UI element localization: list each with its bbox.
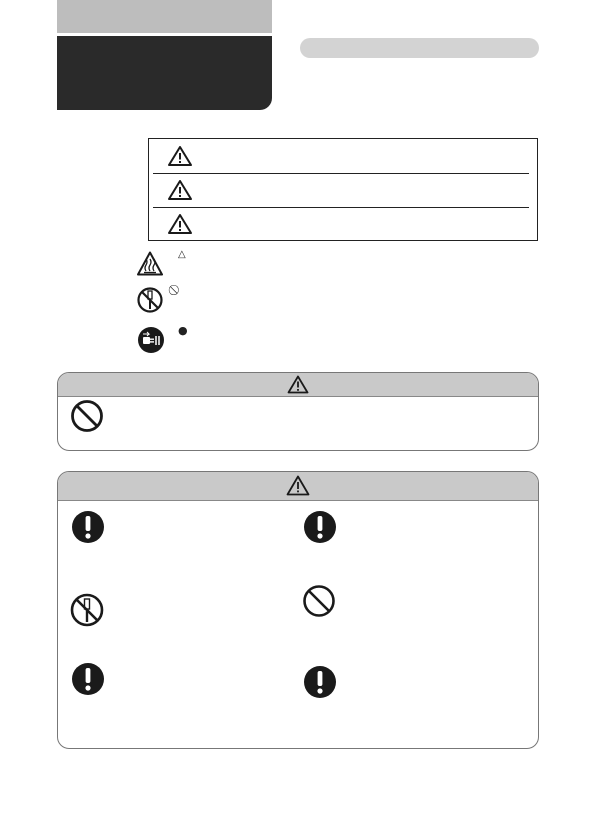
section-tab [57, 0, 272, 33]
legend-item-mandatory [137, 324, 188, 352]
page-title-block [57, 36, 272, 110]
mandatory-action-icon [303, 665, 337, 699]
prohibition-icon [302, 584, 336, 618]
caution-mark: △ [178, 249, 186, 260]
caution-panel-header [58, 472, 538, 501]
subtitle-pill [300, 38, 539, 58]
warning-triangle-icon [167, 179, 193, 201]
mandatory-action-icon [71, 662, 105, 696]
signal-row-2 [153, 173, 529, 208]
legend-item-prohibition [137, 287, 177, 313]
hot-surface-icon [137, 251, 163, 276]
warning-panel [57, 372, 539, 451]
warning-panel-header [58, 373, 538, 397]
unplug-icon [137, 326, 165, 354]
mandatory-action-icon [303, 510, 337, 544]
warning-triangle-icon [167, 145, 193, 167]
signal-word-table [148, 138, 538, 241]
no-disassembly-icon [70, 593, 104, 627]
legend-item-hot [137, 249, 186, 277]
signal-row-1 [153, 139, 529, 174]
warning-triangle-icon [287, 375, 309, 394]
warning-triangle-icon [286, 475, 310, 496]
mandatory-action-icon [71, 510, 105, 544]
signal-row-3 [153, 207, 529, 241]
prohibition-icon [70, 399, 104, 433]
mandatory-mark: ● [178, 324, 188, 337]
warning-triangle-icon [167, 213, 193, 235]
no-disassembly-icon [137, 287, 163, 313]
caution-panel [57, 471, 539, 749]
